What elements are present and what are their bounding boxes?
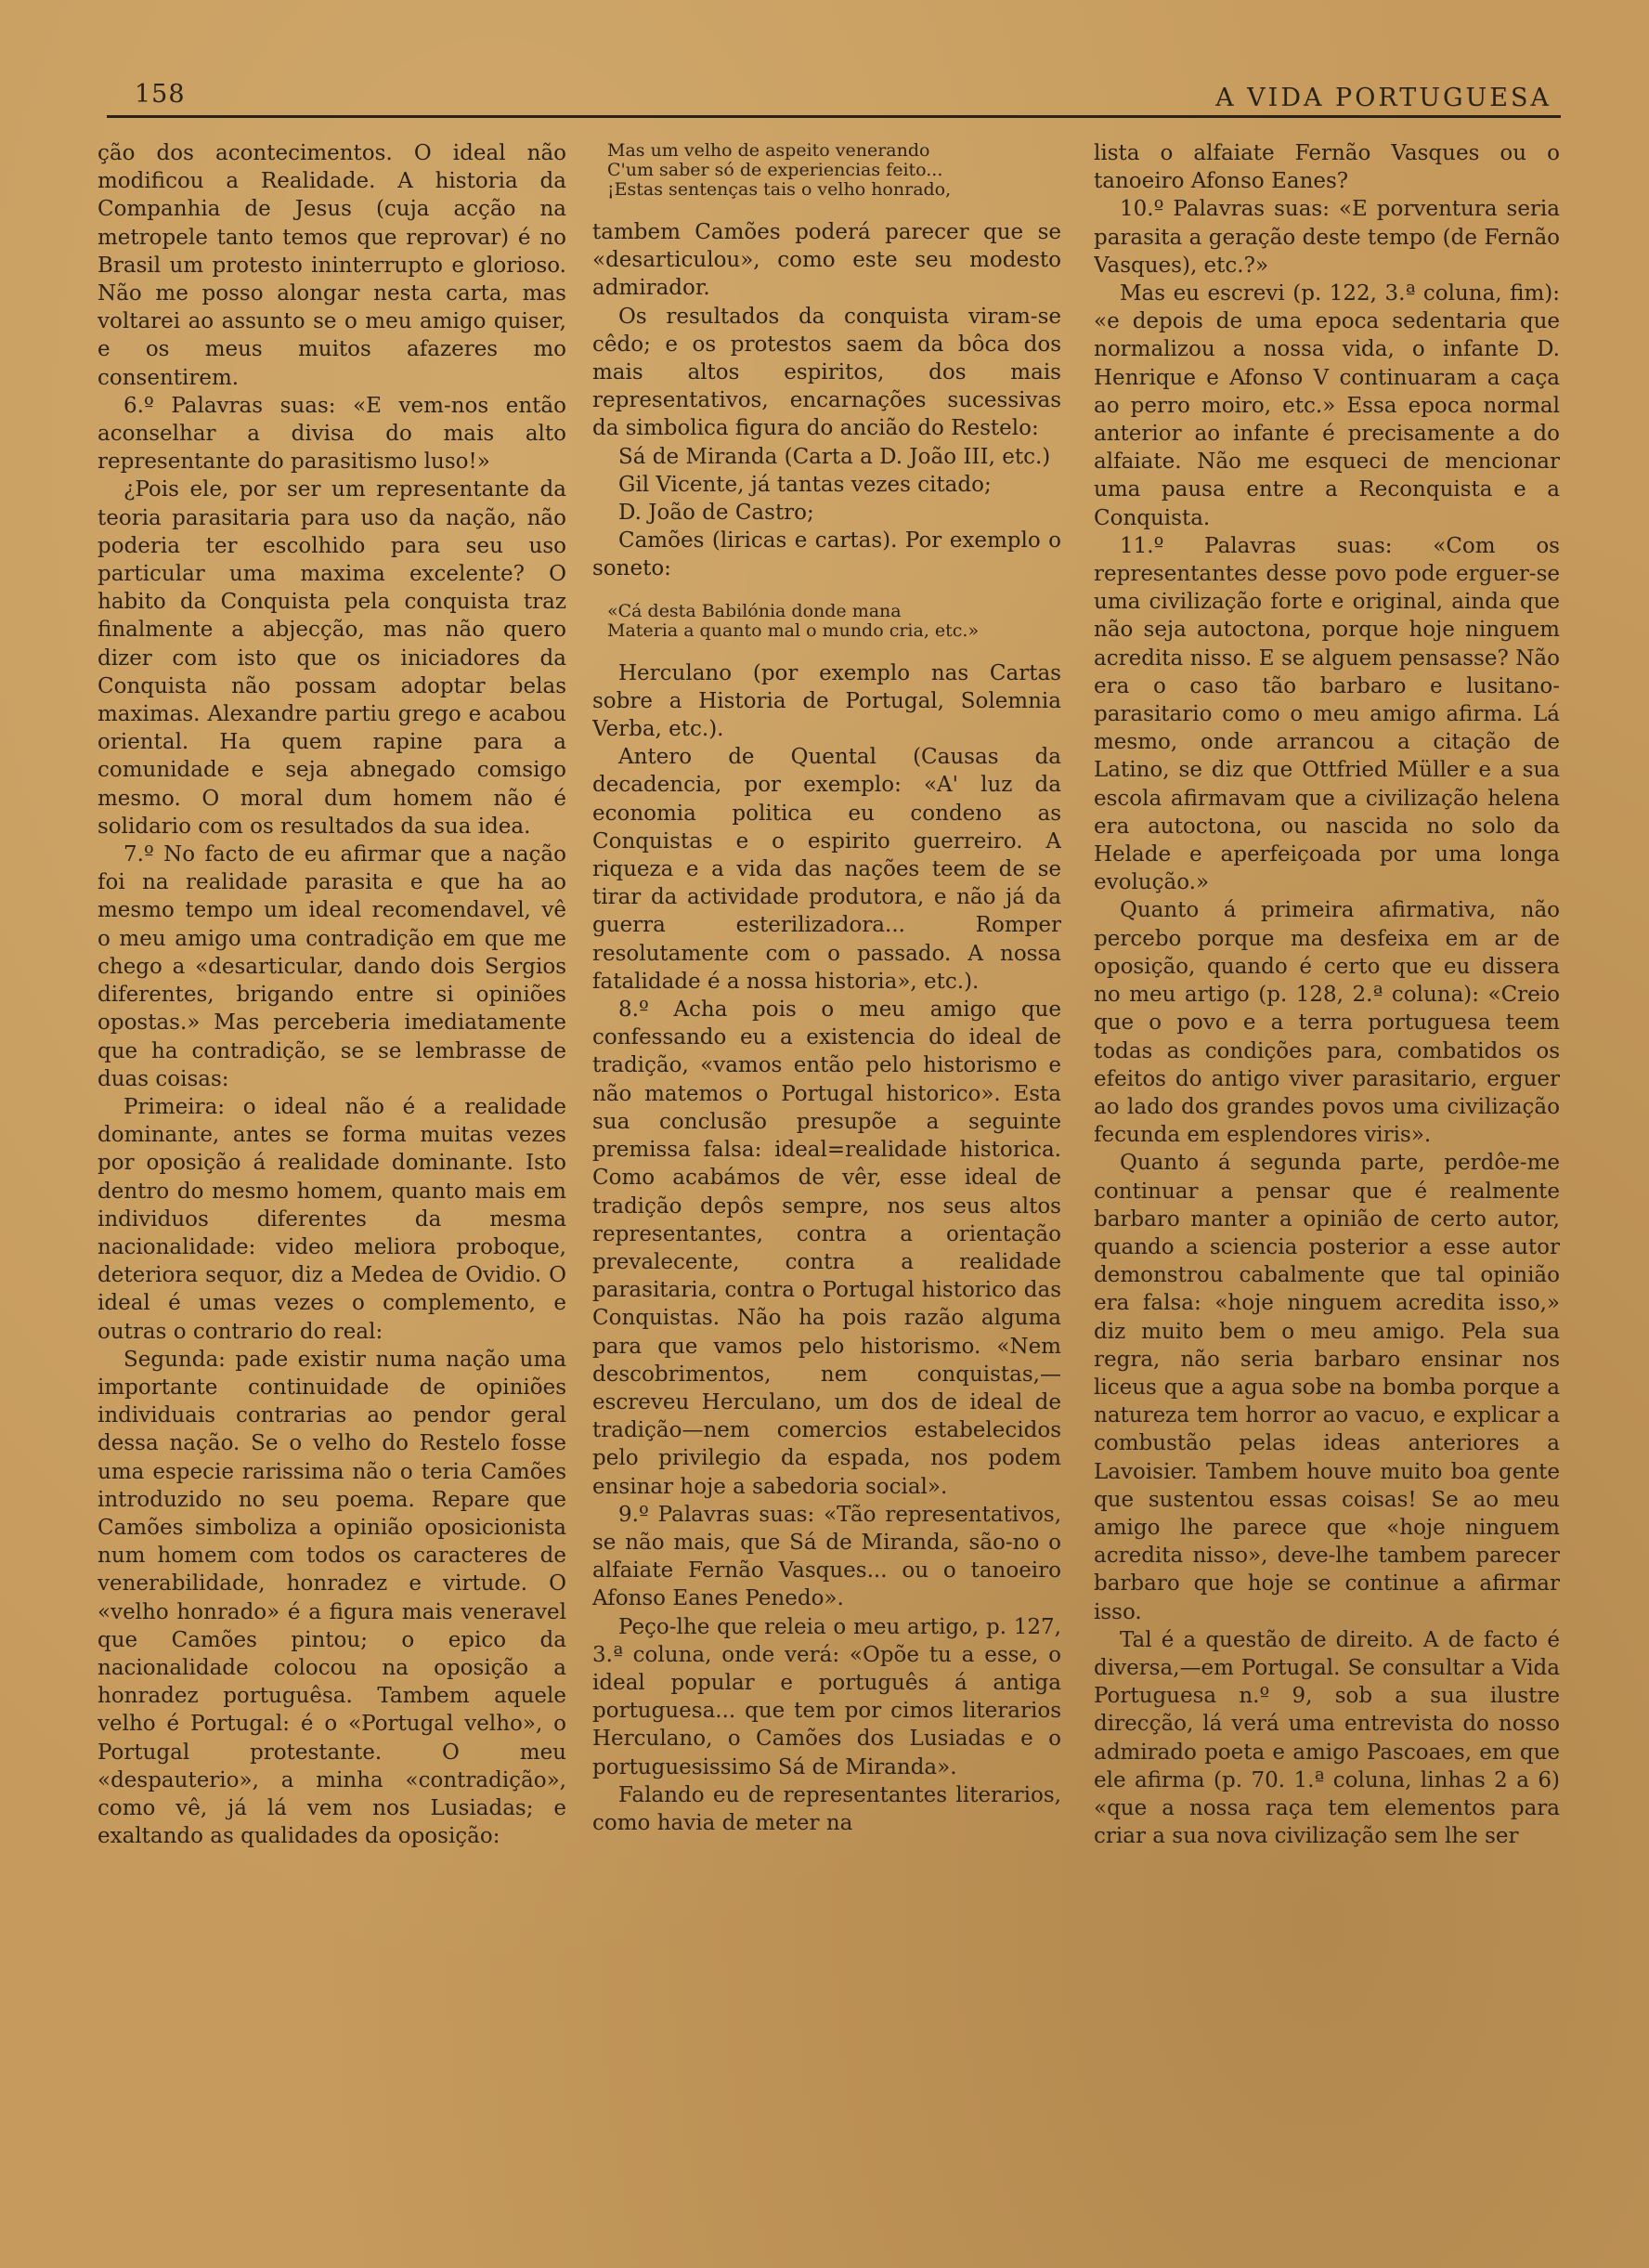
spacer [592, 583, 1061, 602]
spacer [592, 200, 1061, 218]
page-header [107, 76, 1561, 115]
paragraph: Gil Vicente, já tantas vezes citado; [618, 472, 992, 497]
paragraph: 7.º No facto de eu afirmar que a nação foi na realidade parasita e que ha ao mesmo tempo um ideal recomendavel, vê o meu amigo uma contradição em que me chego a «desarticular, dando dois Sergios diferentes, brigando entre si opiniões opostas.» Mas perceberia imediatamente que ha contradição, se se lembrasse de duas coisas: [97, 842, 566, 1091]
paragraph: Sá de Miranda (Carta a D. João III, etc.) [618, 444, 1051, 469]
header-rule [107, 115, 1561, 118]
paragraph: 8.º Acha pois o meu amigo que confessando eu a existencia do ideal de tradição, «vamos então pelo historismo e não matemos o Portugal historico». Esta sua conclusão presupõe a seguinte premissa falsa: ideal=realidade historica. Como acabámos de vêr, esse ideal de tradição depôs sempre, nos seus altos representantes, contra a orientação prevalecente, contra a realidade parasitaria, contra o Portugal historico das Conquistas. Não ha pois razão alguma para que vamos pelo historismo. «Nem descobrimentos, nem conquistas,—escreveu Herculano, um dos de ideal de tradição—nem comercios estabelecidos pelo privilegio da espada, nos podem ensinar hoje a sabedoria social». [592, 997, 1061, 1499]
paragraph: Camões (liricas e cartas). Por exemplo o soneto: [592, 528, 1061, 581]
paragraph: 9.º Palavras suas: «Tão representativos, se não mais, que Sá de Miranda, são-no o alfaiate Fernão Vasques... ou o tanoeiro Afonso Eanes Penedo». [592, 1502, 1061, 1611]
column-1 [97, 139, 566, 2231]
verse-line: Materia a quanto mal o mundo cria, etc.» [607, 619, 980, 641]
verse-line: ¡Estas sentenças tais o velho honrado, [607, 179, 952, 200]
paragraph: 10.º Palavras suas: «E porventura seria parasita a geração deste tempo (de Fernão Vasques), etc.?» [1094, 197, 1560, 278]
paragraph: lista o alfaiate Fernão Vasques ou o tanoeiro Afonso Eanes? [1094, 141, 1560, 194]
paragraph: Quanto á primeira afirmativa, não percebo porque ma desfeixa em ar de oposição, quando é certo que eu dissera no meu artigo (p. 128, 2.ª coluna): «Creio que o povo e a terra portuguesa teem todas as condições para, combatidos os efeitos do antigo viver parasitario, erguer ao lado dos grandes povos uma civilização fecunda em esplendores viris». [1094, 898, 1560, 1148]
spacer [592, 641, 1061, 659]
paragraph: Os resultados da conquista viram-se cêdo; e os protestos saem da bôca dos mais altos espiritos, dos mais representativos, encarnações sucessivas da simbolica figura do ancião do Restelo: [592, 304, 1061, 441]
paragraph: Herculano (por exemplo nas Cartas sobre a Historia de Portugal, Solemnia Verba, etc.). [592, 660, 1061, 742]
column-2 [592, 139, 1061, 2231]
paragraph: 6.º Palavras suas: «E vem-nos então aconselhar a divisa do mais alto representante do parasitismo luso!» [97, 393, 566, 475]
paragraph: Falando eu de representantes literarios, como havia de meter na [592, 1782, 1061, 1835]
paragraph: tambem Camões poderá parecer que se «desarticulou», como este seu modesto admirador. [592, 220, 1061, 301]
paragraph: D. João de Castro; [618, 501, 814, 526]
verse-line: Mas um velho de aspeito venerando [607, 140, 930, 161]
verse-line: C'um saber só de experiencias feito... [607, 160, 943, 180]
paragraph: Peço-lhe que releia o meu artigo, p. 127, 3.ª coluna, onde verá: «Opõe tu a esse, o ideal popular e português á antiga portuguesa... que tem por cimos literarios Herculano, o Camões dos Lusiadas e o portuguesissimo Sá de Miranda». [592, 1614, 1061, 1779]
paragraph: Segunda: pade existir numa nação uma importante continuidade de opiniões individuais contrarias ao pendor geral dessa nação. Se o velho do Restelo fosse uma especie rarissima não o teria Camões introduzido no seu poema. Repare que Camões simboliza a opinião oposicionista num homem com todos os caracteres de venerabilidade, honradez e virtude. O «velho honrado» é a figura mais veneravel que Camões pintou; o epico da nacionalidade colocou na oposição a honradez portuguêsa. Tambem aquele velho é Portugal: é o «Portugal velho», o Portugal protestante. O meu «despauterio», a minha «contradição», como vê, já lá vem nos Lusiadas; e exaltando as qualidades da oposição: [97, 1347, 566, 1849]
paragraph: Quanto á segunda parte, perdôe-me continuar a pensar que é realmente barbaro manter a opinião de certo autor, quando a sciencia posterior a esse autor demonstrou cabalmente que tal opinião era falsa: «hoje ninguem acredita isso,» diz muito bem o meu amigo. Pela sua regra, não seria barbaro ensinar nos liceus que a agua sobe na bomba porque a natureza tem horror ao vacuo, e explicar a combustão pelas ideas anteriores a Lavoisier. Tambem houve muito boa gente que sustentou essas coisas! Se ao meu amigo lhe parece que «hoje ninguem acredita nisso», deve-lhe tambem parecer barbaro que hoje se continue a afirmar isso. [1094, 1151, 1560, 1624]
paragraph: 11.º Palavras suas: «Com os representantes desse povo pode erguer-se uma civilização forte e original, ainda que não seja autoctona, porque hoje ninguem acredita nisso. E se alguem pensasse? Não era o caso tão barbaro e lusitano-parasitario como o meu amigo afirma. Lá mesmo, onde arrancou a citação de Latino, se diz que Ottfried Müller e a sua escola afirmavam que a civilização helena era autoctona, ou nascida no solo da Helade e aperfeiçoada por uma longa evolução.» [1094, 533, 1560, 895]
paragraph: ção dos acontecimentos. O ideal não modificou a Realidade. A historia da Companhia de Jesus (cuja acção na metropele tanto temos que reprovar) é no Brasil um protesto ininterrupto e glorioso. Não me posso alongar nesta carta, mas voltarei ao assunto se o meu amigo quiser, e os meus muitos afazeres mo consentirem. [97, 141, 566, 390]
verse-line: «Cá desta Babilónia donde mana [607, 600, 902, 621]
page-number: 158 [135, 80, 186, 109]
column-3 [1094, 139, 1560, 2231]
paragraph: Mas eu escrevi (p. 122, 3.ª coluna, fim): «e depois de uma epoca sedentaria que normalizou a nossa vida, o infante D. Henrique e Afonso V continuaram a caça ao perro moiro, etc.» Essa epoca normal anterior ao infante é precisamente a do alfaiate. Não me esqueci de mencionar uma pausa entre a Reconquista e a Conquista. [1094, 281, 1560, 530]
paragraph: Antero de Quental (Causas da decadencia, por exemplo: «A' luz da economia politica eu condeno as Conquistas e o espirito guerreiro. A riqueza e a vida das nações teem de se tirar da actividade produtora, e não já da guerra esterilizadora... Romper resolutamente com o passado. A nossa fatalidade é a nossa historia», etc.). [592, 745, 1061, 994]
paragraph: Primeira: o ideal não é a realidade dominante, antes se forma muitas vezes por oposição á realidade dominante. Isto dentro do mesmo homem, quanto mais em individuos diferentes da mesma nacionalidade: video meliora proboque, deteriora sequor, diz a Medea de Ovidio. O ideal é umas vezes o complemento, e outras o contrario do real: [97, 1094, 566, 1344]
paragraph: Tal é a questão de direito. A de facto é diversa,—em Portugal. Se consultar a Vida Portuguesa n.º 9, sob a sua ilustre direcção, lá verá uma entrevista do nosso admirado poeta e amigo Pascoaes, em que ele afirma (p. 70. 1.ª coluna, linhas 2 a 6) «que a nossa raça tem elementos para criar a sua nova civilização sem lhe ser [1094, 1627, 1560, 1849]
running-head: A VIDA PORTUGUESA [1215, 84, 1552, 112]
paragraph: ¿Pois ele, por ser um representante da teoria parasitaria para uso da nação, não poderia ter escolhido para seu uso particular uma maxima excelente? O habito da Conquista pela conquista traz finalmente a abjecção, mas não quero dizer com isto que os iniciadores da Conquista não possam adoptar belas maximas. Alexandre partiu grego e acabou oriental. Ha quem rapine para a comunidade e seja abnegado comsigo mesmo. O moral dum homem não é solidario com os resultados da sua idea. [97, 477, 566, 839]
